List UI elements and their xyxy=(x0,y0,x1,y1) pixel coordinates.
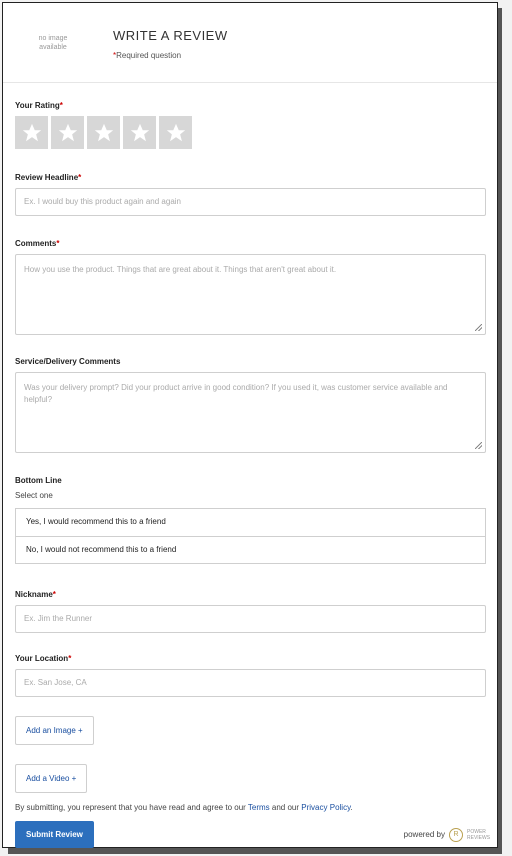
star-rating xyxy=(15,116,192,149)
rating-label: Your Rating* xyxy=(15,101,63,110)
star-1-button[interactable] xyxy=(15,116,48,149)
star-icon xyxy=(165,122,187,144)
terms-link[interactable]: Terms xyxy=(247,803,270,812)
star-icon xyxy=(21,122,43,144)
legal-text: By submitting, you represent that you have read and agree to our Terms and our Privacy Policy. xyxy=(15,803,353,812)
add-image-button[interactable]: Add an Image + xyxy=(15,716,94,745)
star-icon xyxy=(57,122,79,144)
star-2-button[interactable] xyxy=(51,116,84,149)
form-header xyxy=(3,3,497,83)
star-4-button[interactable] xyxy=(123,116,156,149)
star-5-button[interactable] xyxy=(159,116,192,149)
delivery-section xyxy=(15,357,486,453)
powered-by: powered by R POWER REVIEWS xyxy=(403,828,491,841)
headline-input[interactable]: Ex. I would buy this product again and again xyxy=(15,188,486,216)
review-form xyxy=(2,2,498,848)
location-section xyxy=(15,654,486,697)
bottom-line-section xyxy=(15,476,486,564)
comments-label: Comments* xyxy=(15,239,60,248)
location-input[interactable]: Ex. San Jose, CA xyxy=(15,669,486,697)
location-label: Your Location* xyxy=(15,654,72,663)
star-icon xyxy=(129,122,151,144)
required-mark: * xyxy=(113,51,117,60)
resize-handle-icon[interactable] xyxy=(475,442,482,449)
powerreviews-wordmark: POWER REVIEWS xyxy=(467,828,491,841)
comments-placeholder: How you use the product. Things that are great about it. Things that aren't great about it. xyxy=(24,265,337,274)
page-title: WRITE A REVIEW xyxy=(113,28,228,43)
comments-section xyxy=(15,239,486,335)
headline-label: Review Headline* xyxy=(15,173,82,182)
delivery-placeholder: Was your delivery prompt? Did your product arrive in good condition? If you used it, was customer service available and helpful? xyxy=(24,383,448,404)
submit-review-button[interactable]: Submit Review xyxy=(15,821,94,848)
bottom-line-hint: Select one xyxy=(15,491,53,500)
star-icon xyxy=(93,122,115,144)
rating-section xyxy=(15,101,192,149)
nickname-label: Nickname* xyxy=(15,590,56,599)
product-image-placeholder: no image available xyxy=(38,35,68,51)
bottom-line-label: Bottom Line xyxy=(15,476,62,485)
comments-textarea[interactable] xyxy=(15,254,486,335)
form-footer xyxy=(15,821,491,848)
required-note: *Required question xyxy=(113,51,182,60)
delivery-textarea[interactable] xyxy=(15,372,486,453)
resize-handle-icon[interactable] xyxy=(475,324,482,331)
privacy-policy-link[interactable]: Privacy Policy xyxy=(301,803,351,812)
recommend-yes-option[interactable]: Yes, I would recommend this to a friend xyxy=(26,517,166,526)
headline-section xyxy=(15,173,486,216)
nickname-input[interactable]: Ex. Jim the Runner xyxy=(15,605,486,633)
delivery-label: Service/Delivery Comments xyxy=(15,357,121,366)
recommend-options xyxy=(15,508,486,564)
nickname-section xyxy=(15,590,486,633)
powerreviews-logo-icon: R xyxy=(449,828,463,842)
add-video-button[interactable]: Add a Video + xyxy=(15,764,87,793)
recommend-no-option[interactable]: No, I would not recommend this to a friend xyxy=(16,536,485,563)
star-3-button[interactable] xyxy=(87,116,120,149)
